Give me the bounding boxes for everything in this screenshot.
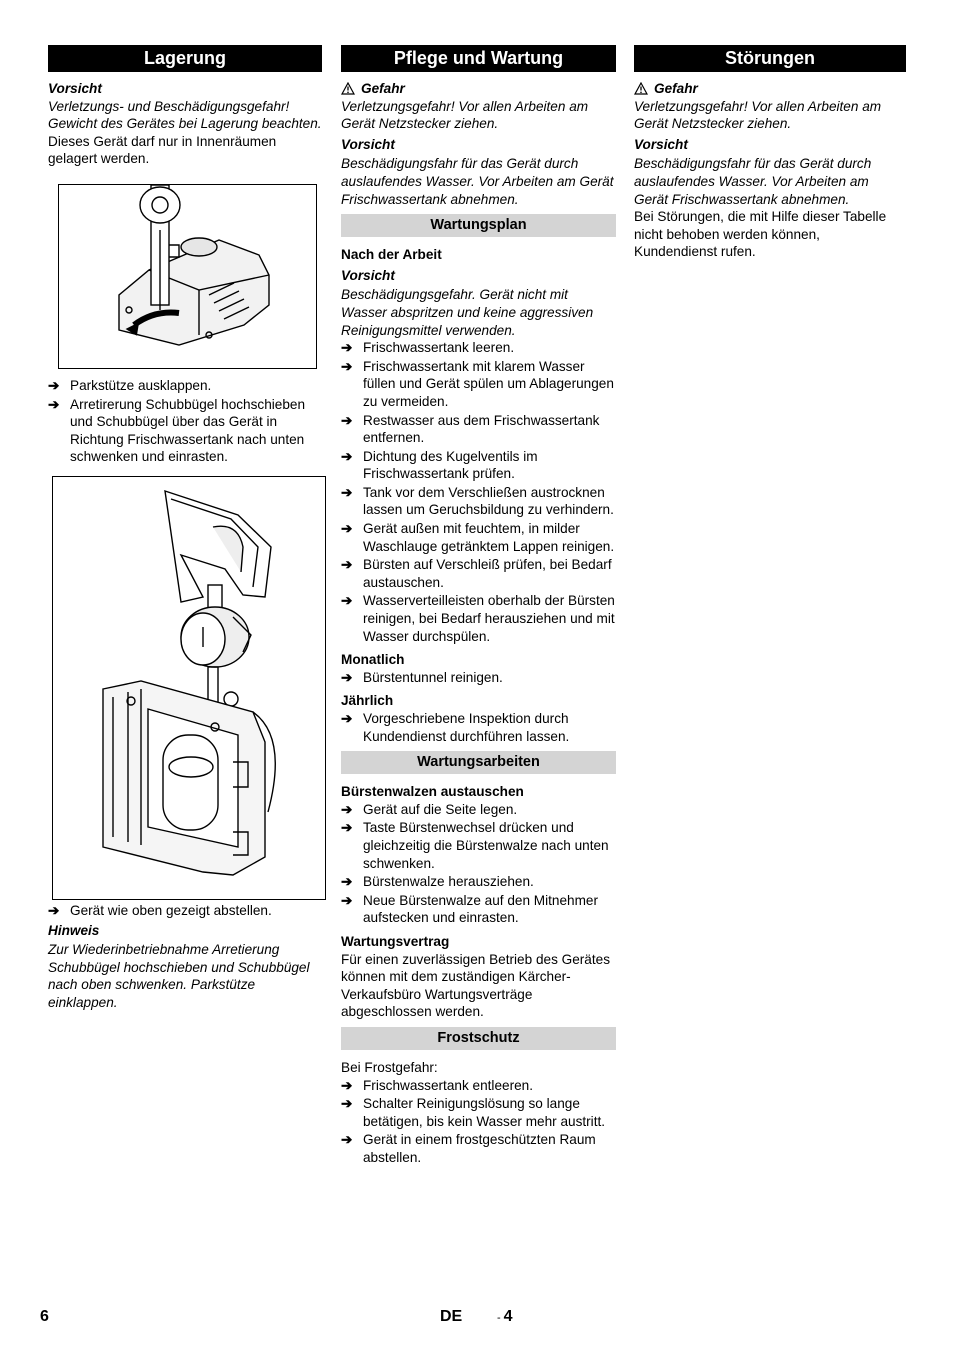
heading-yearly: Jährlich	[341, 693, 394, 709]
after-caution-label: Vorsicht	[341, 267, 395, 283]
machine-folded-illustration	[53, 477, 325, 899]
steps-yearly	[341, 710, 616, 745]
sub-page-dash: -	[497, 1312, 501, 1324]
heading-contract: Wartungsvertrag	[341, 933, 450, 949]
danger-text: Verletzungsgefahr! Vor allen Arbeiten am Gerät Netzstecker ziehen.	[634, 98, 882, 132]
arrow-right-icon: ➔	[341, 557, 353, 573]
arrow-right-icon: ➔	[48, 377, 60, 393]
danger-text: Verletzungsgefahr! Vor allen Arbeiten am Gerät Netzstecker ziehen.	[341, 98, 589, 132]
warning-triangle-icon	[341, 82, 355, 95]
arrow-right-icon: ➔	[341, 892, 353, 908]
list-item: ➔ Wasserverteilleisten oberhalb der Bürsten reinigen, bei Bedarf herausziehen und mit Wasser durchspülen.	[341, 593, 615, 644]
caution-label: Vorsicht	[634, 136, 688, 152]
contract-text: Für einen zuverlässigen Betrieb des Gerätes können mit dem zuständigen Kärcher-Verkaufsbüro Wartungsverträge abgeschlossen werden.	[341, 951, 610, 1020]
list-item: ➔ Vorgeschriebene Inspektion durch Kundendienst durchführen lassen.	[341, 711, 570, 744]
list-item: ➔ Gerät außen mit feuchtem, in milder Waschlauge getränktem Lappen reinigen.	[341, 521, 615, 554]
warning-triangle-icon	[634, 82, 648, 95]
subsection-wartungsplan: Wartungsplan	[341, 214, 616, 237]
arrow-right-icon: ➔	[341, 484, 353, 500]
steps-frost	[341, 1077, 616, 1167]
list-item: ➔ Dichtung des Kugelventils im Frischwassertank prüfen.	[341, 448, 538, 482]
note-text: Zur Wiederinbetriebnahme Arretierung Schubbügel hochschieben und Schubbügel nach oben schwenken. Parkstütze einklappen.	[48, 942, 310, 1010]
section-title-pflege: Pflege und Wartung	[341, 45, 616, 72]
caution-text: Verletzungs- und Beschädigungsgefahr! Gewicht des Gerätes bei Lagerung beachten.	[48, 98, 322, 132]
arrow-right-icon: ➔	[48, 396, 60, 412]
language-code: DE	[440, 1308, 463, 1325]
list-item: ➔ Frischwassertank leeren.	[341, 340, 515, 356]
list-item: ➔ Gerät in einem frostgeschützten Raum abstellen.	[341, 1132, 596, 1165]
column-lagerung	[48, 45, 322, 1012]
section-title-lagerung: Lagerung	[48, 45, 322, 72]
subsection-frostschutz: Frostschutz	[341, 1027, 616, 1050]
list-item: ➔ Gerät wie oben gezeigt abstellen.	[48, 902, 272, 918]
arrow-right-icon: ➔	[341, 593, 353, 609]
danger-label-row	[341, 80, 616, 98]
arrow-right-icon: ➔	[48, 902, 60, 918]
danger-label-row	[634, 80, 906, 98]
frost-intro: Bei Frostgefahr:	[341, 1059, 438, 1075]
arrow-right-icon: ➔	[341, 448, 353, 464]
list-item: ➔ Frischwassertank entleeren.	[341, 1077, 533, 1093]
arrow-right-icon: ➔	[341, 521, 353, 537]
column-pflege	[341, 45, 616, 1167]
arrow-right-icon: ➔	[341, 1077, 353, 1093]
list-item: ➔ Bürstenwalze herausziehen.	[341, 874, 534, 890]
list-item: ➔ Bürstentunnel reinigen.	[341, 669, 503, 685]
arrow-right-icon: ➔	[341, 711, 353, 726]
sub-page-number: - 4	[497, 1308, 513, 1325]
list-item: ➔ Schalter Reinigungslösung so lange betätigen, bis kein Wasser mehr austritt.	[341, 1096, 606, 1129]
steps-monthly	[341, 669, 616, 687]
note-label: Hinweis	[48, 922, 100, 938]
caution-label: Vorsicht	[48, 81, 102, 96]
list-item: ➔ Tank vor dem Verschließen austrocknen lassen um Geruchsbildung zu verhindern.	[341, 484, 614, 518]
troubleshooting-text: Bei Störungen, die mit Hilfe dieser Tabelle nicht behoben werden können, Kundendienst rufen.	[634, 209, 887, 260]
steps-fold-handle	[48, 377, 322, 466]
caution-label: Vorsicht	[341, 136, 395, 152]
list-item: ➔ Taste Bürstenwechsel drücken und gleichzeitig die Bürstenwalze nach unten schwenken.	[341, 820, 609, 871]
heading-monthly: Monatlich	[341, 652, 405, 668]
list-item: ➔ Parkstütze ausklappen.	[48, 377, 212, 393]
arrow-right-icon: ➔	[341, 669, 353, 685]
steps-brush-replace	[341, 801, 616, 927]
arrow-right-icon: ➔	[341, 1132, 353, 1148]
list-item: ➔ Bürsten auf Verschleiß prüfen, bei Bedarf austauschen.	[341, 557, 612, 590]
danger-label: Gefahr	[361, 81, 405, 96]
machine-park-support-illustration	[59, 185, 316, 368]
danger-label: Gefahr	[654, 81, 698, 96]
arrow-right-icon: ➔	[341, 820, 353, 836]
heading-after-work: Nach der Arbeit	[341, 247, 442, 263]
arrow-right-icon: ➔	[341, 1096, 353, 1112]
page-number: 6	[40, 1308, 49, 1325]
steps-after-work	[341, 339, 616, 645]
list-item: ➔ Arretirerung Schubbügel hochschieben und Schubbügel über das Gerät in Richtung Frischwassertank nach unten schwenken und einrasten.	[48, 396, 306, 465]
caution-text: Beschädigungsfahr für das Gerät durch auslaufendes Wasser. Vor Arbeiten am Gerät Frischwassertank abnehmen.	[341, 156, 614, 207]
figure-park-support	[58, 184, 317, 369]
list-item: ➔ Neue Bürstenwalze auf den Mitnehmer aufstecken und einrasten.	[341, 892, 598, 926]
arrow-right-icon: ➔	[341, 801, 353, 817]
list-item: ➔ Restwasser aus dem Frischwassertank entfernen.	[341, 412, 600, 446]
arrow-right-icon: ➔	[341, 358, 353, 374]
heading-brush-replace: Bürstenwalzen austauschen	[341, 784, 524, 800]
list-item: ➔ Gerät auf die Seite legen.	[341, 801, 518, 817]
steps-place-machine	[48, 902, 322, 920]
arrow-right-icon: ➔	[341, 340, 353, 356]
arrow-right-icon: ➔	[341, 874, 353, 890]
storage-intro: Dieses Gerät darf nur in Innenräumen gelagert werden.	[48, 133, 277, 167]
section-title-stoerungen: Störungen	[634, 45, 906, 72]
list-item: ➔ Frischwassertank mit klarem Wasser füllen und Gerät spülen um Ablagerungen zu vermeiden.	[341, 358, 614, 409]
after-caution-text: Beschädigungsgefahr. Gerät nicht mit Wasser abspritzen und keine aggressiven Reinigungsmittel verwenden.	[341, 287, 594, 338]
column-stoerungen	[634, 45, 906, 261]
figure-folded-machine	[52, 476, 326, 900]
caution-text: Beschädigungsfahr für das Gerät durch auslaufendes Wasser. Vor Arbeiten am Gerät Frischwassertank abnehmen.	[634, 156, 872, 207]
arrow-right-icon: ➔	[341, 412, 353, 428]
subsection-wartungsarbeiten: Wartungsarbeiten	[341, 751, 616, 774]
